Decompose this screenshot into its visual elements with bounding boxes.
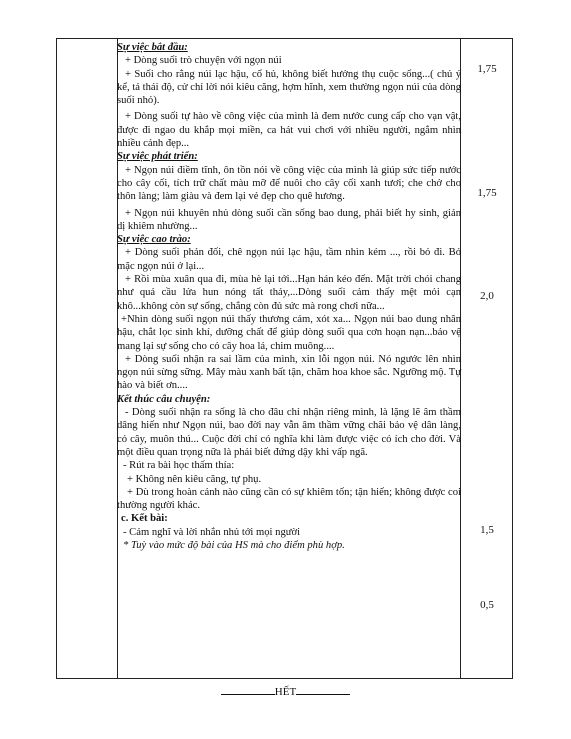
ending-item-2: - Rút ra bài học thấm thía:	[123, 460, 235, 472]
development-item-2: + Ngọn núi khuyên nhủ dòng suối cần sống bao dung, phải biết hy sinh, giản dị khiêm nhường...	[117, 207, 461, 232]
climax-item-4: + Dòng suối nhận ra sai lầm của mình, xin lỗi ngọn núi. Nó ngước lên nhìn ngọn núi sừng sững. Mây màu xanh bất tận, chăm hoa khoe sắc. Ngưỡng mộ. Tự hào và biết ơn....	[117, 353, 461, 392]
answer-content	[117, 41, 461, 552]
score-development: 1,75	[477, 187, 497, 199]
end-text: HẾT	[274, 686, 297, 698]
score-lesson: 0,5	[480, 599, 494, 611]
ending-item-1: - Dòng suối nhận ra sống là cho đâu chỉ nhận riêng mình, là lặng lẽ âm thầm dâng hiến như Ngọn núi, bao đời nay vẫn âm thầm vững chãi bảo vệ dân làng, cỏ cây, muôn thú... Cuộc đời chỉ có nghĩa khi làm được việc có ích cho đời. Và một điều quan trọng nữa là phải biết đứng dậy khi vấp ngã.	[117, 407, 461, 458]
development-item-1: + Ngọn núi điềm tĩnh, ôn tồn nói về công việc của mình là giúp sức tiếp nước cho cây cối, tích trữ chất màu mỡ để nuôi cho cây cối xanh tươi; che chở cho thôn làng; làm giàu và đem lại vẻ đẹp cho quê hương.	[117, 164, 461, 203]
climax-item-3: +Nhìn dòng suối ngọn núi thấy thương cảm, xót xa... Ngọn núi bao dung nhân hậu, chắt lọc sinh khí, dưỡng chất để giúp dòng suối qua cơn hoạn nạn...bảo vệ mang lại sự sống cho cỏ cây hoa lá, chim muông....	[117, 313, 461, 352]
ending-item-3: + Không nên kiêu căng, tự phụ.	[127, 473, 262, 485]
climax-item-1: + Dòng suối phản đối, chê ngọn núi lạc hậu, tầm nhìn kém ..., rồi bỏ đi. Bỏ mặc ngọn núi ở lại...	[117, 247, 461, 272]
scoring-note: * Tuỳ vào mức độ bài của HS mà cho điểm phù hợp.	[123, 539, 345, 551]
end-rule-left	[221, 684, 275, 695]
score-ending: 1,5	[480, 524, 494, 536]
end-rule-right	[296, 684, 350, 695]
climax-item-2: + Rồi mùa xuân qua đi, mùa hè lại tới...Hạn hán kéo đến. Mặt trời chói chang như quả cầu lửa hun nóng tất thảy,...Dòng suối cảm thấy mệt mỏi cạn khô...không còn sự sống, chẳng còn đủ sức mà rong chơi nữa...	[117, 274, 461, 312]
start-item-3: + Dòng suối tự hào về công việc của mình là đem nước cung cấp cho vạn vật, được đi ngao du khắp mọi miền, ca hát vui chơi với nhiều người, ngắm nhìn nhiều cảnh đẹp...	[117, 111, 461, 150]
conclusion-item-1: - Cảm nghĩ và lời nhắn nhủ tới mọi người	[123, 526, 301, 538]
end-marker	[0, 684, 571, 698]
score-start: 1,75	[477, 63, 497, 75]
section-heading-climax: Sự việc cao trào:	[117, 234, 191, 246]
section-heading-conclusion: c. Kết bài:	[121, 513, 168, 525]
start-item-1: + Dòng suối trò chuyện với ngọn núi	[125, 55, 282, 67]
ending-item-4: + Dù trong hoàn cảnh nào cũng cần có sự khiêm tốn; tận hiến; không được coi thường người khác.	[117, 486, 461, 512]
score-climax: 2,0	[480, 290, 494, 302]
section-heading-start: Sự việc bắt đầu:	[117, 42, 188, 53]
section-heading-development: Sự việc phát triển:	[117, 151, 198, 163]
start-item-2: + Suối cho rằng núi lạc hậu, cổ hủ, không biết hưởng thụ cuộc sống...( chủ ý kể, tả thái độ, cử chỉ lời nói kiêu căng, hợm hĩnh, xem thường ngọn núi của dòng suối nhỏ).	[117, 68, 461, 107]
section-heading-ending: Kết thúc câu chuyện:	[117, 393, 211, 405]
